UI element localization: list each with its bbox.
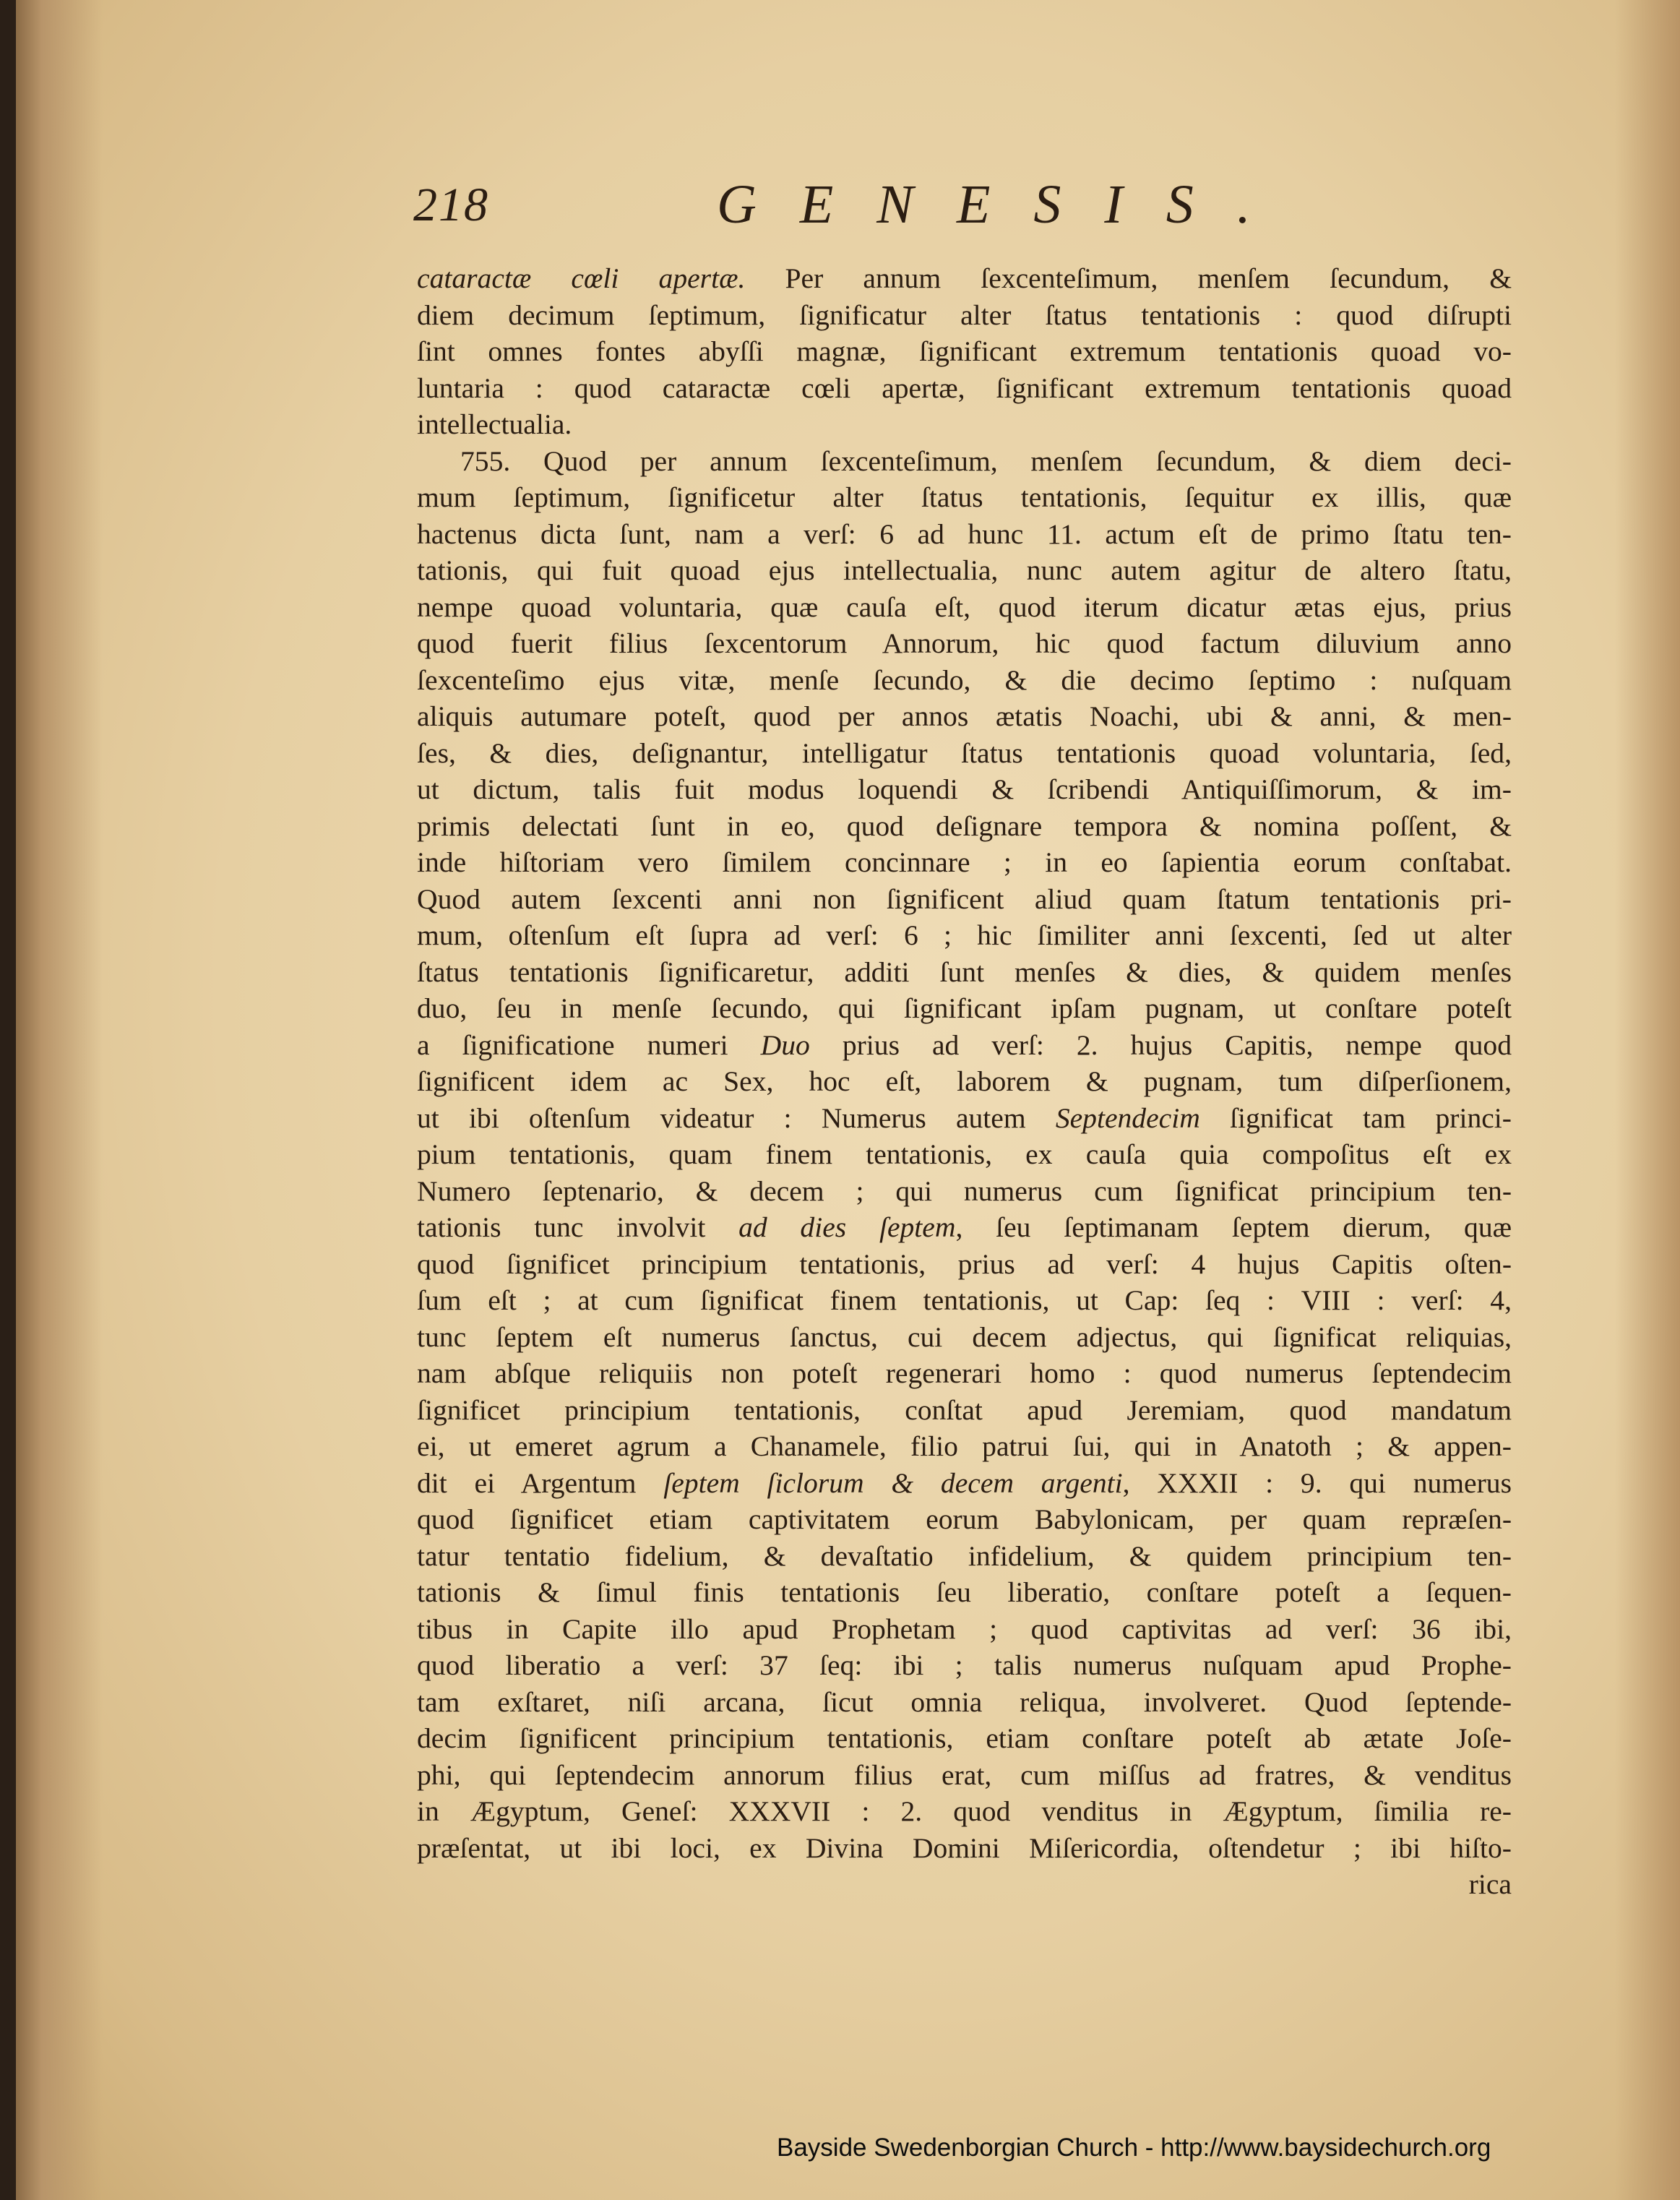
text-run: Quod per annum ſexcenteſimum, menſem ſecundum, & diem deci- (543, 444, 1512, 477)
text-line: tationis tunc involvit ad dies ſeptem, ſeu ſeptimanam ſeptem dierum, quæ (417, 1211, 1512, 1243)
text-line: hactenus dicta ſunt, nam a verſ: 6 ad hunc 11. actum eſt de primo ſtatu ten- (417, 517, 1512, 550)
text-line: Numero ſeptenario, & decem ; qui numerus cum ſignificat principium ten- (417, 1174, 1512, 1207)
text-line: tibus in Capite illo apud Prophetam ; quod captivitas ad verſ: 36 ibi, (417, 1612, 1512, 1645)
page-number: 218 (413, 179, 489, 231)
text-line: a ſignificatione numeri Duo prius ad verſ: 2. hujus Capitis, nempe quod (417, 1028, 1512, 1061)
italic-phrase: ſeptem ſiclorum & decem argenti (663, 1466, 1123, 1499)
text-line: tam exſtaret, niſi arcana, ſicut omnia reliqua, involveret. Quod ſeptende- (417, 1685, 1512, 1718)
text-line: quod ſignificet principium tentationis, prius ad verſ: 4 hujus Capitis oſten- (417, 1247, 1512, 1280)
text-line: ſes, & dies, deſignantur, intelligatur ſtatus tentationis quoad voluntaria, ſed, (417, 736, 1512, 769)
paragraph-2 (417, 443, 1512, 1903)
text-line: luntaria : quod cataractæ cœli apertæ, ſignificant extremum tentationis quoad (417, 371, 1512, 404)
text-line: nam abſque reliquiis non poteſt regenerari homo : quod numerus ſeptendecim (417, 1357, 1512, 1389)
roman-numeral: XXXII (1157, 1466, 1239, 1499)
text-line: ut dictum, talis fuit modus loquendi & ſcribendi Antiquiſſimorum, & im- (417, 773, 1512, 805)
text-line: phi, qui ſeptendecim annorum filius erat, cum miſſus ad fratres, & venditus (417, 1758, 1512, 1791)
italic-phrase: Septendecim (1055, 1101, 1200, 1134)
text-line: in Ægyptum, Geneſ: XXXVII : 2. quod venditus in Ægyptum, ſimilia re- (417, 1795, 1512, 1827)
page-header (399, 173, 1526, 253)
text-line: ſexcenteſimo ejus vitæ, menſe ſecundo, & die decimo ſeptimo : nuſquam (417, 663, 1512, 696)
text-line: duo, ſeu in menſe ſecundo, qui ſignificant ipſam pugnam, ut conſtare poteſt (417, 992, 1512, 1024)
running-title: GENESIS. (717, 174, 1294, 235)
italic-phrase: ad dies ſeptem (738, 1211, 956, 1243)
text-line: Quod autem ſexcenti anni non ſignificent aliud quam ſtatum tentationis pri- (417, 882, 1512, 915)
text-line: primis delectati ſunt in eo, quod deſignare tempora & nomina poſſent, & (417, 809, 1512, 842)
text-line: nempe quoad voluntaria, quæ cauſa eſt, quod iterum dicatur ætas ejus, prius (417, 590, 1512, 623)
watermark-credit[interactable]: Bayside Swedenborgian Church - http://www.baysidechurch.org (777, 2134, 1491, 2162)
text-line: ut ibi oſtenſum videatur : Numerus autem Septendecim ſignificat tam princi- (417, 1101, 1512, 1134)
text-line: quod liberatio a verſ: 37 ſeq: ibi ; talis numerus nuſquam apud Prophe- (417, 1649, 1512, 1681)
roman-numeral: XXXVII (728, 1795, 831, 1827)
text-line: decim ſignificent principium tentationis, etiam conſtare poteſt ab ætate Joſe- (417, 1722, 1512, 1754)
italic-phrase: Duo (760, 1028, 810, 1061)
text-line: ſignificet principium tentationis, conſtat apud Jeremiam, quod mandatum (417, 1393, 1512, 1426)
text-line: tationis & ſimul finis tentationis ſeu liberatio, conſtare poteſt a ſequen- (417, 1576, 1512, 1608)
text-line: inde hiſtoriam vero ſimilem concinnare ; in eo ſapientia eorum conſtabat. (417, 846, 1512, 878)
text-line: quod fuerit filius ſexcentorum Annorum, hic quod factum diluvium anno (417, 627, 1512, 659)
body-text (417, 260, 1512, 1903)
text-line: ſint omnes fontes abyſſi magnæ, ſignificant extremum tentationis quoad vo- (417, 335, 1512, 367)
text-line: tatur tentatio fidelium, & devaſtatio infidelium, & quidem principium ten- (417, 1539, 1512, 1572)
text-line: aliquis autumare poteſt, quod per annos ætatis Noachi, ubi & anni, & men- (417, 700, 1512, 732)
text-line: tunc ſeptem eſt numerus ſanctus, cui decem adjectus, qui ſignificat reliquias, (417, 1320, 1512, 1353)
book-page (16, 0, 1680, 2200)
text-line: præſentat, ut ibi loci, ex Divina Domini Miſericordia, oſtendetur ; ibi hiſto- (417, 1831, 1512, 1864)
text-line: tationis, qui fuit quoad ejus intellectualia, nunc autem agitur de altero ſtatu, (417, 554, 1512, 586)
text-line: ſtatus tentationis ſignificaretur, additi ſunt menſes & dies, & quidem menſes (417, 955, 1512, 988)
text-run: Per annum ſexcenteſimum, menſem ſecundum, & (745, 262, 1512, 294)
text-line: diem decimum ſeptimum, ſignificatur alter ſtatus tentationis : quod diſrupti (417, 298, 1512, 331)
text-line: intellectualia. (417, 408, 572, 440)
text-line (417, 443, 1512, 480)
text-line: mum, oſtenſum eſt ſupra ad verſ: 6 ; hic ſimiliter anni ſexcenti, ſed ut alter (417, 919, 1512, 951)
text-line: quod ſignificet etiam captivitatem eorum Babylonicam, per quam repræſen- (417, 1503, 1512, 1535)
catchword: rica (1468, 1868, 1512, 1900)
roman-numeral: VIII (1301, 1284, 1351, 1316)
text-line: ei, ut emeret agrum a Chanamele, filio patrui ſui, qui in Anatoth ; & appen- (417, 1430, 1512, 1462)
text-line: mum ſeptimum, ſignificetur alter ſtatus tentationis, ſequitur ex illis, quæ (417, 481, 1512, 513)
paragraph-number: 755. (460, 444, 511, 477)
text-line: pium tentationis, quam finem tentationis, ex cauſa quia compoſitus eſt ex (417, 1138, 1512, 1170)
text-line (417, 260, 1512, 297)
text-line: dit ei Argentum ſeptem ſiclorum & decem argenti, XXXII : 9. qui numerus (417, 1466, 1512, 1499)
paragraph-1 (417, 260, 1512, 443)
text-line: ſum eſt ; at cum ſignificat finem tentationis, ut Cap: ſeq : VIII : verſ: 4, (417, 1284, 1512, 1316)
italic-phrase: cataractæ cœli apertæ. (417, 262, 746, 294)
text-line: ſignificent idem ac Sex, hoc eſt, laborem & pugnam, tum diſperſionem, (417, 1065, 1512, 1097)
